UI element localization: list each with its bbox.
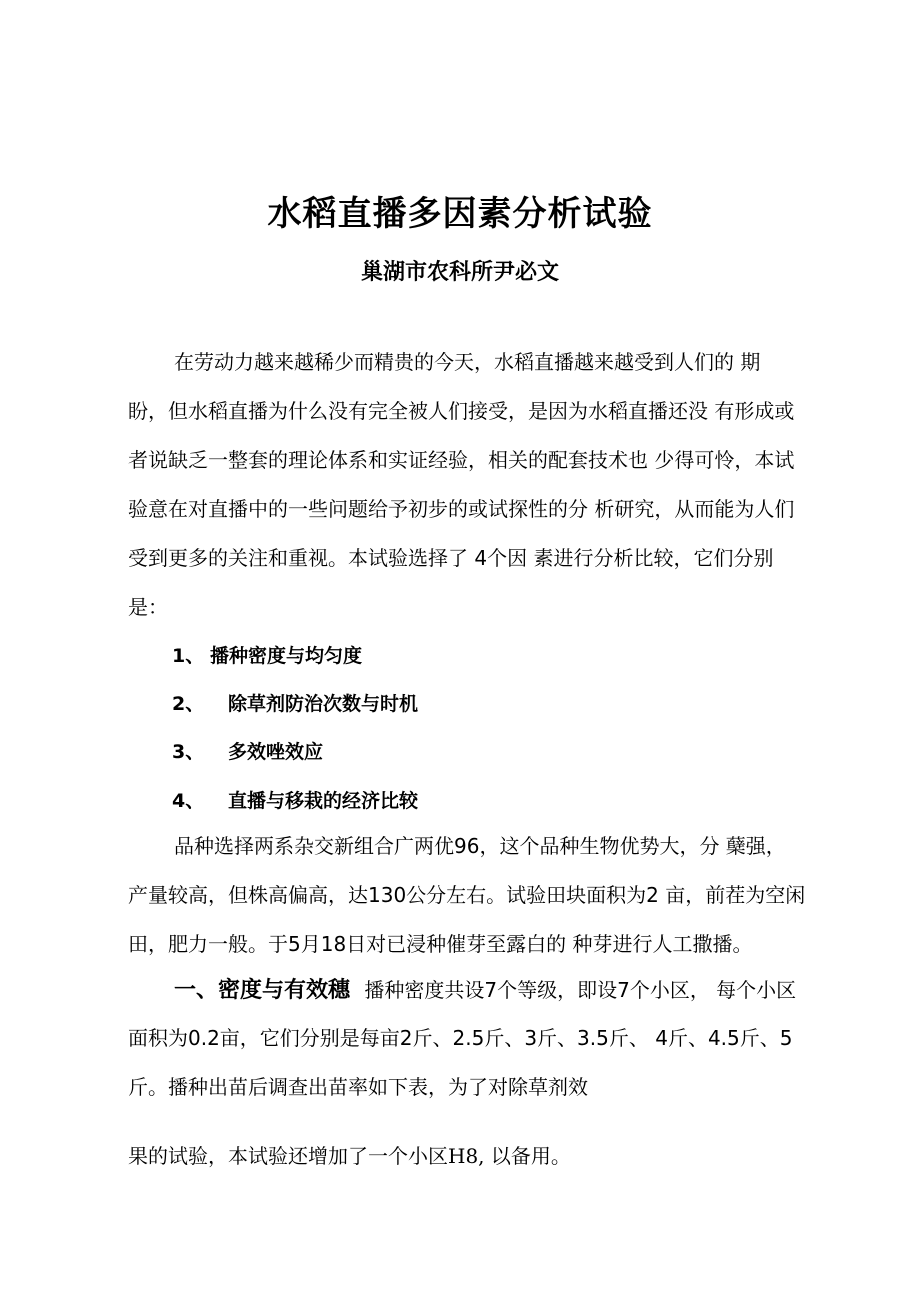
document-author: 巢湖市农科所尹必文 xyxy=(360,260,559,285)
variety-line: 品种选择两系杂交新组合广两优96，这个品种生物优势大，分 蘖强， xyxy=(174,834,786,858)
intro-line: 是： xyxy=(128,595,168,619)
factor-number: 2、 xyxy=(172,693,205,715)
factor-text: 播种密度与均匀度 xyxy=(210,645,363,667)
intro-line: 盼，但水稻直播为什么没有完全被人们接受，是因为水稻直播还没 有形成或 xyxy=(128,399,795,423)
factor-number: 4、 xyxy=(172,790,205,812)
section1-line: 斤。播种出苗后调查出苗率如下表，为了对除草剂效 xyxy=(128,1075,588,1099)
factor-number: 3、 xyxy=(172,741,205,763)
intro-line: 在劳动力越来越稀少而精贵的今天，水稻直播越来越受到人们的 期 xyxy=(174,350,761,374)
document-title: 水稻直播多因素分析试验 xyxy=(267,194,653,234)
variety-line: 产量较高，但株高偏高，达130公分左右。试验田块面积为2 亩，前茬为空闲 xyxy=(128,883,806,907)
intro-line: 验意在对直播中的一些问题给予初步的或试探性的分 析研究，从而能为人们 xyxy=(128,497,795,521)
section1-heading: 一、密度与有效穗 xyxy=(174,978,351,1003)
factor-item xyxy=(172,689,418,716)
factor-text: 直播与移栽的经济比较 xyxy=(228,790,419,812)
factor-text: 多效唑效应 xyxy=(228,741,324,763)
factor-item xyxy=(172,786,418,813)
section1-text: 播种密度共设7个等级，即设7个小区， 每个小区 xyxy=(364,978,797,1002)
intro-line: 者说缺乏一整套的理论体系和实证经验，相关的配套技术也 少得可怜，本试 xyxy=(128,448,795,472)
factor-item xyxy=(172,737,323,764)
factor-number: 1、 xyxy=(172,645,205,667)
section1-line: 面积为0.2亩，它们分别是每亩2斤、2.5斤、3斤、3.5斤、 4斤、4.5斤、5 xyxy=(128,1026,793,1050)
factor-text: 除草剂防治次数与时机 xyxy=(228,693,419,715)
closing-line: 果的试验，本试验还增加了一个小区H8, 以备用。 xyxy=(128,1144,571,1168)
variety-line: 田，肥力一般。于5月18日对已浸种催芽至露白的 种芽进行人工撒播。 xyxy=(128,932,753,956)
intro-line: 受到更多的关注和重视。本试验选择了 4个因 素进行分析比较，它们分别 xyxy=(128,546,774,570)
section1-line xyxy=(174,978,796,1003)
factor-item xyxy=(172,641,362,668)
